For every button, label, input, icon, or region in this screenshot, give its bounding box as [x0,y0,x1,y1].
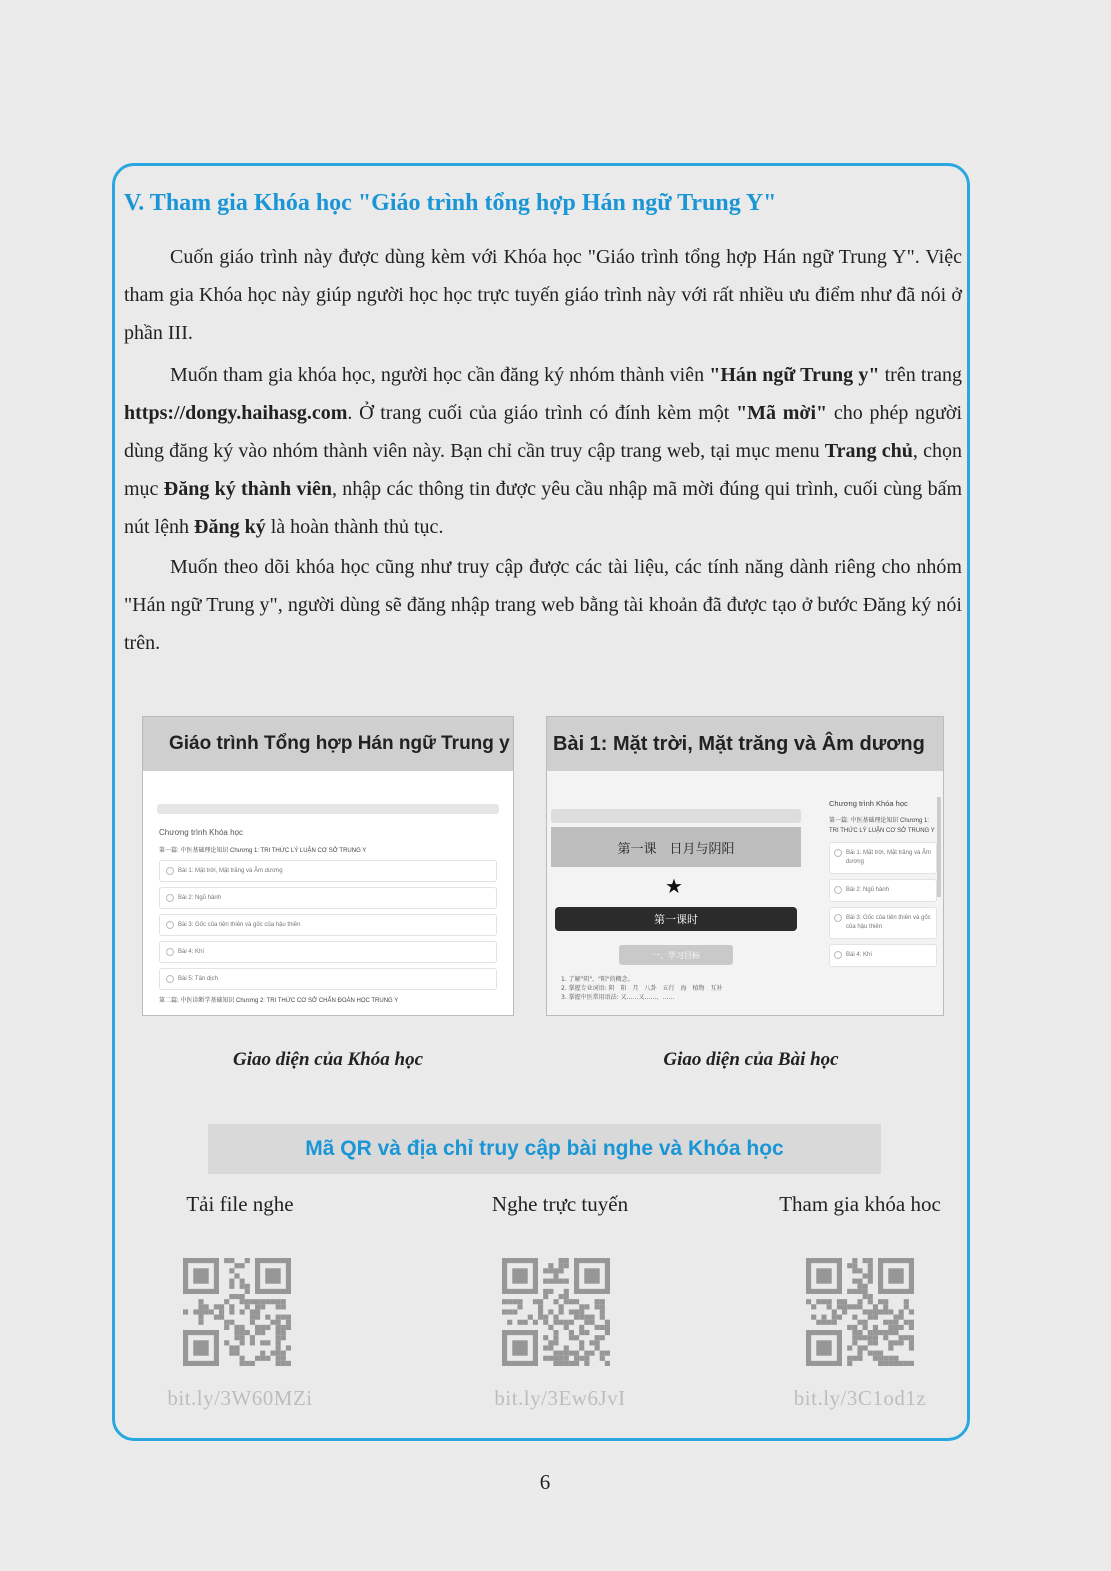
course-chapter-2: 第二篇: 中医诊断学基础知识 Chương 2: TRI THỨC CƠ SỞ CHẨN ĐOÁN HỌC TRUNG Y [159,998,399,1004]
qr-label-course: Tham gia khóa hoc [779,1192,941,1216]
link-listen[interactable]: bit.ly/3Ew6JvI [494,1386,626,1410]
sidebar-lesson-item[interactable] [829,907,937,939]
radio-icon [166,948,174,956]
course-lesson-item[interactable] [159,887,497,909]
course-lesson-list [159,860,497,990]
radio-icon [834,849,842,857]
course-lesson-item[interactable] [159,968,497,990]
course-lesson-label: Bài 2: Ngũ hành [178,895,222,901]
radio-icon [166,921,174,929]
course-lesson-label: Bài 5: Tân dịch [178,976,218,982]
lesson-screenshot [546,716,944,1016]
radio-icon [166,975,174,983]
sidebar-lesson-label: Bài 2: Ngũ hành [846,887,890,893]
radio-icon [166,867,174,875]
course-lesson-label: Bài 4: Khí [178,949,205,955]
lesson-title: Bài 1: Mặt trời, Mặt trăng và Âm dương [547,717,943,771]
course-breadcrumb-bar [157,804,499,814]
qr-label-listen: Nghe trực tuyến [491,1192,629,1216]
qr-label-download: Tải file nghe [186,1192,294,1216]
sidebar-title: Chương trình Khóa học [829,799,908,808]
course-lesson-label: Bài 3: Gốc của tiên thiên và gốc của hậu thiên [178,922,301,928]
star-icon: ★ [665,876,683,898]
qr-code-download[interactable] [183,1258,291,1366]
sidebar-lesson-label: Bài 1: Mặt trời, Mặt trăng và Âm dương [846,850,931,865]
lesson-banner: 第一课 日月与阴阳 [551,827,801,867]
radio-icon [834,886,842,894]
sidebar-lesson-item[interactable] [829,944,937,967]
sidebar-lesson-list [829,842,937,967]
link-download[interactable]: bit.ly/3W60MZi [167,1386,313,1410]
qr-code-listen[interactable] [502,1258,610,1366]
course-title: Giáo trình Tổng hợp Hán ngữ Trung y [143,717,513,771]
site-url: https://dongy.haihasg.com [124,402,348,424]
radio-icon [834,951,842,959]
course-chapter-1: 第一篇: 中医基础理论知识 Chương 1: TRI THỨC LÝ LUẬN CƠ SỞ TRUNG Y [159,848,367,854]
sidebar-scrollbar[interactable] [937,797,941,897]
caption-lesson: Giao diện của Bài học [663,1049,839,1070]
course-program-label: Chương trình Khóa học [159,828,243,837]
lesson-goal-button[interactable]: 一、学习目标 [619,945,733,965]
page-number: 6 [539,1470,551,1494]
paragraph-intro: Cuốn giáo trình này được dùng kèm với Khóa học "Giáo trình tổng hợp Hán ngữ Trung Y". Việc tham gia Khóa học này giúp người học học trực tuyến giáo trình này với rất nhiều ưu điểm như đã nói ở phần III. [124,246,962,344]
lesson-goal-list [561,975,801,1002]
sidebar-lesson-label: Bài 4: Khí [846,952,873,958]
course-lesson-label: Bài 1: Mặt trời, Mặt trăng và Âm dương [178,868,283,874]
course-lesson-item[interactable] [159,860,497,882]
lesson-session-button[interactable]: 第一课时 [555,907,797,931]
goal-line: 1. 了解"阴"、"阳"的概念。 [561,976,634,983]
sidebar-lesson-label: Bài 3: Gốc của tiên thiên và gốc của hậu thiên [846,915,931,930]
radio-icon [834,914,842,922]
section-heading: V. Tham gia Khóa học "Giáo trình tổng hợp Hán ngữ Trung Y" [124,190,777,216]
sidebar-lesson-item[interactable] [829,842,937,874]
paragraph-registration: Muốn tham gia khóa học, người học cần đăng ký nhóm thành viên "Hán ngữ Trung y" trên trang https://dongy.haihasg.com. Ở trang cuối của giáo trình có đính kèm một "Mã mời" cho phép người dùng đăng ký vào nhóm thành viên này. Bạn chỉ cần truy cập trang web, tại mục menu Trang chủ, chọn mục Đăng ký thành viên, nhập các thông tin được yêu cầu nhập mã mời đúng qui trình, cuối cùng bấm nút lệnh Đăng ký là hoàn thành thủ tục. [124,364,963,538]
lesson-breadcrumb-bar [551,809,801,823]
lesson-sidebar [829,799,937,1016]
link-course[interactable]: bit.ly/3C1od1z [793,1386,927,1410]
radio-icon [166,894,174,902]
goal-line: 2. 掌握专业词语: 阴 阳 月 八卦 五行 海 植物 互补 [561,985,723,992]
course-lesson-item[interactable] [159,914,497,936]
caption-course: Giao diện của Khóa học [232,1049,424,1070]
qr-section-title: Mã QR và địa chỉ truy cập bài nghe và Khóa học [208,1124,881,1174]
qr-code-course[interactable] [806,1258,914,1366]
sidebar-lesson-item[interactable] [829,879,937,902]
paragraph-login: Muốn theo dõi khóa học cũng như truy cập được các tài liệu, các tính năng dành riêng cho nhóm "Hán ngữ Trung y", người dùng sẽ đăng nhập trang web bằng tài khoản đã được tạo ở bước Đăng ký nói trên. [124,556,962,654]
course-lesson-item[interactable] [159,941,497,963]
goal-line: 3. 掌握中医常用语法: 又……又……、…… [561,994,675,1001]
course-screenshot [142,716,514,1016]
sidebar-chapter: 第一篇: 中医基础理论知识 Chương 1: TRI THỨC LÝ LUẬN CƠ SỞ TRUNG Y [829,818,935,834]
